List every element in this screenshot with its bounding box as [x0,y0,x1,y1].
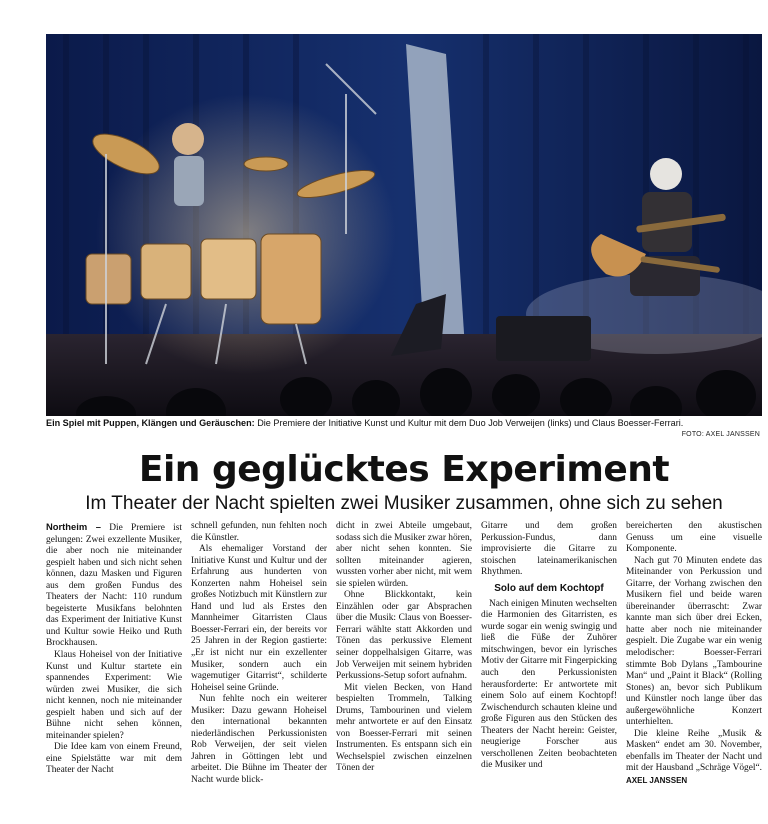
paragraph: dicht in zwei Abteile umgebaut, sodass sich die Musiker zwar hören, aber nicht sehen konnten. Sie sollten miteinander agieren, wussten vorher aber nicht, mit wem sie spielen würden. [336,521,472,589]
paragraph: Klaus Hoheisel von der Initiative Kunst und Kultur startete ein spannendes Experiment: Wie würden zwei Musiker, die sich nicht kennen, noch nie miteinander gespielt haben und sich auf der Bühne nicht sehen können, miteinander spielen? [46,650,182,741]
photo-caption [46,417,762,429]
paragraph: Nun fehlte noch ein weiterer Musiker: Dazu gewann Hoheisel den international bekannten niederländischen Perkussionisten Rob Verweijen, der seit vielen Jahren in Göttingen lebt und arbeitet. Die Bühne im Theater der Nacht wurde blick- [191,694,327,786]
paragraph: Die kleine Reihe „Musik & Masken“ endet am 30. November, ebenfalls im Theater der Nacht und mit der Hausband „Schräge Vögel“. AXEL JANSSEN [626,728,762,786]
paragraph: Die Idee kam von einem Freund, eine Spielstätte war mit dem Theater der Nacht [46,742,182,776]
article-column-1 [46,521,182,821]
paragraph: Nach einigen Minuten wechselten die Harmonien des Gitarristen, es wurde sogar ein wenig swingig und ließ die Füße der Zuhörer mitschwingen, bevor ein lyrisches Motiv der Gitarre mit Fingerpicking auch den Perkussionisten herausforderte: Er antwortete mit einem Solo auf einem Kochtopf! Zwischendurch schauten kleine und große Figuren aus den Stücken des Theaters der Nacht herein: Geister, neugierige Forscher aus verschollenen Zeiten beobachteten die Musiker und [481,598,617,771]
byline: AXEL JANSSEN [626,776,688,786]
paragraph: Als ehemaliger Vorstand der Initiative Kunst und Kultur und der Erfahrung aus hunderten von Konzerten nahm Hoheisel sein großes Notizbuch mit Künstlern zur Hand und lud als Erstes den Mannheimer Gitarristen Claus Boesser-Ferrari ein, der bereits vor 25 Jahren in der Region gastierte: „Er ist nicht nur ein exzellenter Musiker, sondern auch ein wagemutiger Gitarrist“, schilderte Hoheisel seine Gründe. [191,544,327,693]
article-body [46,521,762,821]
caption-text: Die Premiere der Initiative Kunst und Kultur mit dem Duo Job Verweijen (links) und Claus Boesser-Ferrari. [254,418,684,428]
paragraph: Gitarre und dem großen Perkussion-Fundus, dann improvisierte die Gitarre zu stoischen lateinamerikanischen Rhythmen. [481,521,617,578]
paragraph: Ohne Blickkontakt, kein Einzählen oder gar Absprachen über die Musik: Claus von Boesser-Ferrari wählte statt Akkorden und Tönen das perkussive Element seiner doppelhalsigen Gitarre, was Job Verweijen mit seinem hybriden Perkussions-Setup sofort aufnahm. [336,590,472,682]
paragraph: bereicherten den akustischen Genuss um eine visuelle Komponente. [626,521,762,555]
caption-lead: Ein Spiel mit Puppen, Klängen und Geräuschen: [46,418,255,428]
dateline: Northeim – [46,521,101,532]
paragraph: Mit vielen Becken, von Hand bespielten Trommeln, Talking Drums, Tambourinen und vielem mehr antwortete er auf den Einsatz von Boesser-Ferrari mit seinen Instrumenten. Es entspann sich ein Wechselspiel zwischen einzelnen Tönen der [336,682,472,774]
article-column-5 [626,521,762,821]
article-column-4 [481,521,617,821]
article-column-2 [191,521,327,821]
paragraph: schnell gefunden, nun fehlten noch die Künstler. [191,521,327,543]
subheadline: Im Theater der Nacht spielten zwei Musiker zusammen, ohne sich zu sehen [85,493,723,514]
concert-photo-illustration [46,34,762,416]
paragraph: Nach gut 70 Minuten endete das Miteinander von Perkussion und Gitarre, der Vorhang zwischen den Musikern fiel und beide waren übereinander überrascht: Zwar kannte man sich über drei Ecken, hatte aber noch nie miteinander gespielt. Die Zugabe war ein wenig melodischer: Boesser-Ferrari stimmte Bob Dylans „Tambourine Man“ und „Paint it Black“ (Rolling Stones) an, bevor sich Publikum und Künstler noch lange über das außergewöhnliche Konzert unterhielten. [626,555,762,728]
headline: Ein geglücktes Experiment [138,449,670,490]
article-photo [46,34,762,416]
paragraph: Northeim – Die Premiere ist gelungen: Zwei exzellente Musiker, die aber noch nie miteinander gespielt haben und sich nicht sehen können, dazu Masken und Figuren aus dem großen Fundus des Theaters der Nacht: 110 rundum begeisterte Musikfans belohnten das Experiment der Initiative Kunst und Kultur sowie Heiko und Ruth Brockhausen. [46,521,182,649]
article-column-3 [336,521,472,821]
section-heading: Solo auf dem Kochtopf [494,582,604,594]
photo-credit: FOTO: AXEL JANSSEN [681,431,760,438]
